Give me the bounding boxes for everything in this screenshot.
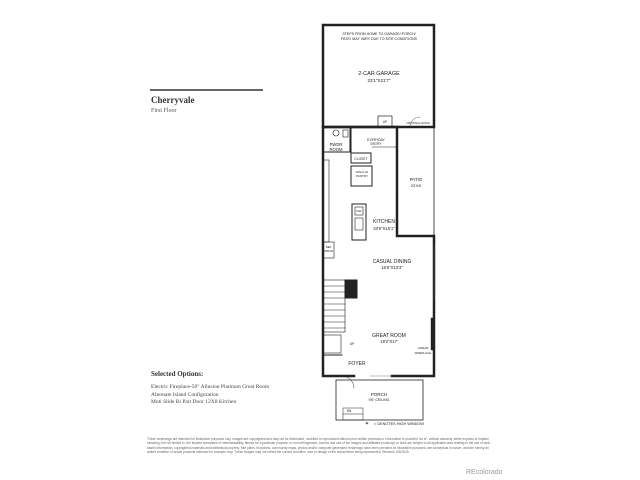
pantry-label: WALK-IN (355, 170, 369, 174)
island-sink (355, 218, 363, 230)
fireplace-label: FIREPLACE (414, 351, 432, 355)
patio-label: PATIO (409, 177, 423, 182)
kitchen-dims: 23'6"X15'1" (373, 226, 395, 231)
floor-label: First Floor (151, 108, 177, 114)
garage-dims: 23'1"X21'7" (367, 78, 391, 83)
watermark: REcolorado (466, 469, 503, 476)
coat-closet (323, 335, 341, 353)
foyer-label: FOYER (348, 361, 366, 367)
option-item: Electric Fireplace-50" Allusion Platinum Great Room (151, 384, 270, 390)
stair-wall (345, 280, 357, 298)
kitchen-label: KITCHEN (373, 219, 395, 225)
option-item: Muti Slide Bi Part Door 12X8 Kitchen (151, 399, 237, 406)
garage-note: STEPS FROM HOME TO GARAGE/ PORCH/ (342, 32, 416, 36)
casual-dining-dims: 16'6"X13'3" (381, 265, 403, 270)
dishwasher-label: DW (356, 209, 362, 213)
great-room-dims: 19'2"X17' (380, 339, 398, 344)
great-room-label: GREAT ROOM (372, 333, 406, 339)
toilet (333, 130, 339, 136)
powder-room-label: ROOM (329, 147, 343, 152)
plan-title: Cherryvale (151, 95, 195, 105)
front-door-swing (342, 376, 354, 388)
option-item: Alternate Island Configuration (151, 391, 219, 398)
closet-label: CLOSET (354, 157, 368, 161)
legend-star: ✶ (364, 421, 370, 427)
stair-up-label: UP (349, 342, 355, 346)
casual-dining-label: CASUAL DINING (372, 259, 412, 265)
disclaimer: These renderings are intended for illustrative purposes only. Images are copyrighted and may not be distributed, modified or reproduced without prior written permission. Information is provided "as is", without warranty, either express or implied, including, but not limited to, the implied warranties of merchantability, fitness for a particular purpose, or non-infringement. Access and use of the images and affiliated product(s) or links are subject to all applicable laws relating to the use of web-based information, copyrighted materials and intellectual property. Site plans, floorplans, community maps, photos and/or computer-generated renderings have been provided for illustrative purposes, are conceptual in nature, and are merely an artist's rendition of actual products intended for example only. These images may not reflect the current condition, size or design of the actual items being represented. Revision: 5/5/2026 (147, 437, 491, 454)
porch-label: PORCH (370, 392, 388, 397)
sink (343, 130, 348, 137)
garage-up-label: UP (382, 120, 388, 124)
options-heading: Selected Options: (151, 370, 204, 378)
linear-fireplace (431, 318, 434, 350)
fireplace-label: LINEAR (417, 346, 429, 350)
optional-door-label: OPTIONAL DOOR (406, 121, 430, 125)
pantry-label: PANTRY (356, 174, 368, 178)
porch-dims: 9'6" CEILING (368, 398, 390, 402)
everyday-entry-label: EVERYDAY (367, 138, 385, 142)
everyday-entry-label: ENTRY (370, 142, 382, 146)
legend-text: = DENOTES HIGH WINDOW (374, 422, 424, 426)
patio-dims: 23'X8' (410, 183, 422, 188)
powder-room-label: PWDR (329, 142, 343, 147)
garage-note: PATIO MAY VARY DUE TO SITE CONDITIONS (340, 37, 418, 41)
ref-label: REF (325, 245, 332, 249)
garage-label: 2-CAR GARAGE (358, 71, 400, 77)
ref-label: SPACE (323, 249, 334, 253)
porch-dn-label: DN (346, 409, 352, 413)
staircase (323, 280, 345, 332)
